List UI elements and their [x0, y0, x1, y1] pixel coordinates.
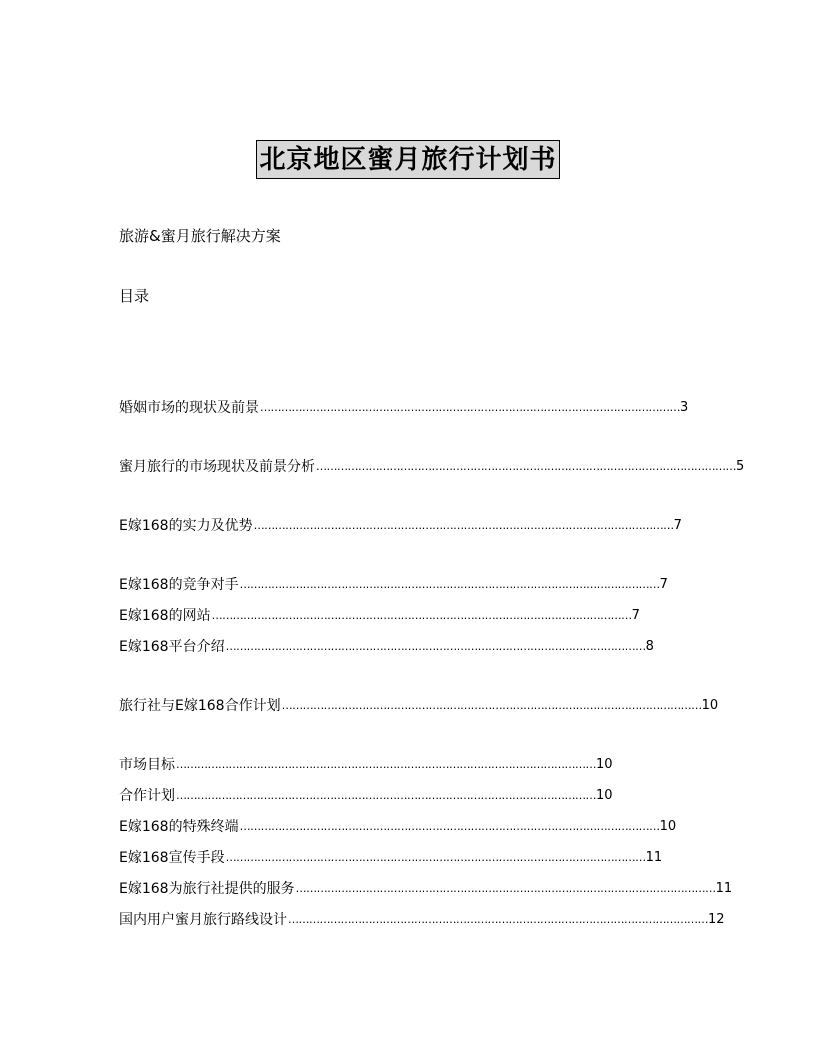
toc-entry[interactable] — [119, 637, 654, 657]
toc-entry-page: 7 — [673, 518, 682, 533]
document-subtitle: 旅游&蜜月旅行解决方案 — [119, 227, 281, 245]
toc-leader-dots: ………………………………………………………………………………………………………… — [225, 851, 646, 864]
toc-leader-dots: ………………………………………………………………………………………………………… — [239, 578, 660, 591]
toc-entry[interactable] — [119, 696, 719, 716]
toc-entry-label: E嫁168宣传手段 — [119, 850, 225, 866]
document-title: 北京地区蜜月旅行计划书 — [256, 140, 559, 179]
toc-entry-label: 国内用户蜜月旅行路线设计 — [119, 912, 287, 928]
toc-entry-label: E嫁168的竞争对手 — [119, 577, 239, 593]
toc-entry-label: E嫁168平台介绍 — [119, 639, 225, 655]
toc-entry[interactable] — [119, 575, 668, 595]
toc-entry-label: 蜜月旅行的市场现状及前景分析 — [119, 459, 315, 475]
toc-entry-page: 10 — [701, 698, 719, 713]
toc-leader-dots: ………………………………………………………………………………………………………… — [288, 913, 708, 926]
toc-leader-dots: ………………………………………………………………………………………………………… — [225, 640, 646, 653]
toc-entry[interactable] — [119, 516, 682, 536]
toc-leader-dots: ………………………………………………………………………………………………………… — [176, 789, 596, 802]
toc-entry-label: E嫁168的网站 — [119, 608, 211, 624]
toc-entry[interactable] — [119, 879, 733, 899]
toc-entry[interactable] — [119, 457, 745, 477]
toc-entry[interactable] — [119, 910, 725, 930]
toc-entry-page: 10 — [596, 788, 613, 803]
toc-entry-page: 11 — [645, 850, 663, 865]
toc-heading: 目录 — [119, 287, 150, 305]
toc-entry[interactable] — [119, 817, 677, 837]
toc-entry-page: 7 — [631, 608, 640, 623]
toc-entry[interactable] — [119, 755, 613, 775]
toc-entry-label: 婚姻市场的现状及前景 — [119, 400, 259, 416]
toc-entry-label: 合作计划 — [119, 788, 175, 804]
toc-entry-page: 8 — [645, 639, 654, 654]
toc-leader-dots: ………………………………………………………………………………………………………… — [260, 401, 680, 414]
toc-leader-dots: ………………………………………………………………………………………………………… — [253, 519, 674, 532]
toc-entry-page: 5 — [736, 459, 745, 474]
toc-entry-label: E嫁168的特殊终端 — [119, 819, 239, 835]
toc-entry[interactable] — [119, 398, 689, 418]
toc-leader-dots: ………………………………………………………………………………………………………… — [239, 820, 660, 833]
toc-entry-label: E嫁168为旅行社提供的服务 — [119, 881, 295, 897]
toc-entry[interactable] — [119, 606, 640, 626]
toc-entry-label: 市场目标 — [119, 757, 175, 773]
toc-entry-page: 10 — [659, 819, 677, 834]
toc-entry-page: 3 — [680, 400, 689, 415]
toc-entry-page: 7 — [659, 577, 668, 592]
toc-entry-label: 旅行社与E嫁168合作计划 — [119, 698, 281, 714]
toc-entry-page: 11 — [715, 881, 733, 896]
toc-entry[interactable] — [119, 848, 663, 868]
toc-entry-page: 12 — [708, 912, 725, 927]
toc-entry-label: E嫁168的实力及优势 — [119, 518, 253, 534]
toc-leader-dots: ………………………………………………………………………………………………………… — [176, 758, 596, 771]
toc-leader-dots: ………………………………………………………………………………………………………… — [316, 460, 736, 473]
toc-leader-dots: ………………………………………………………………………………………………………… — [211, 609, 632, 622]
title-container — [0, 140, 816, 179]
toc-leader-dots: ………………………………………………………………………………………………………… — [295, 882, 716, 895]
toc-entry-page: 10 — [596, 757, 613, 772]
toc-leader-dots: ………………………………………………………………………………………………………… — [281, 699, 702, 712]
toc-entry[interactable] — [119, 786, 613, 806]
